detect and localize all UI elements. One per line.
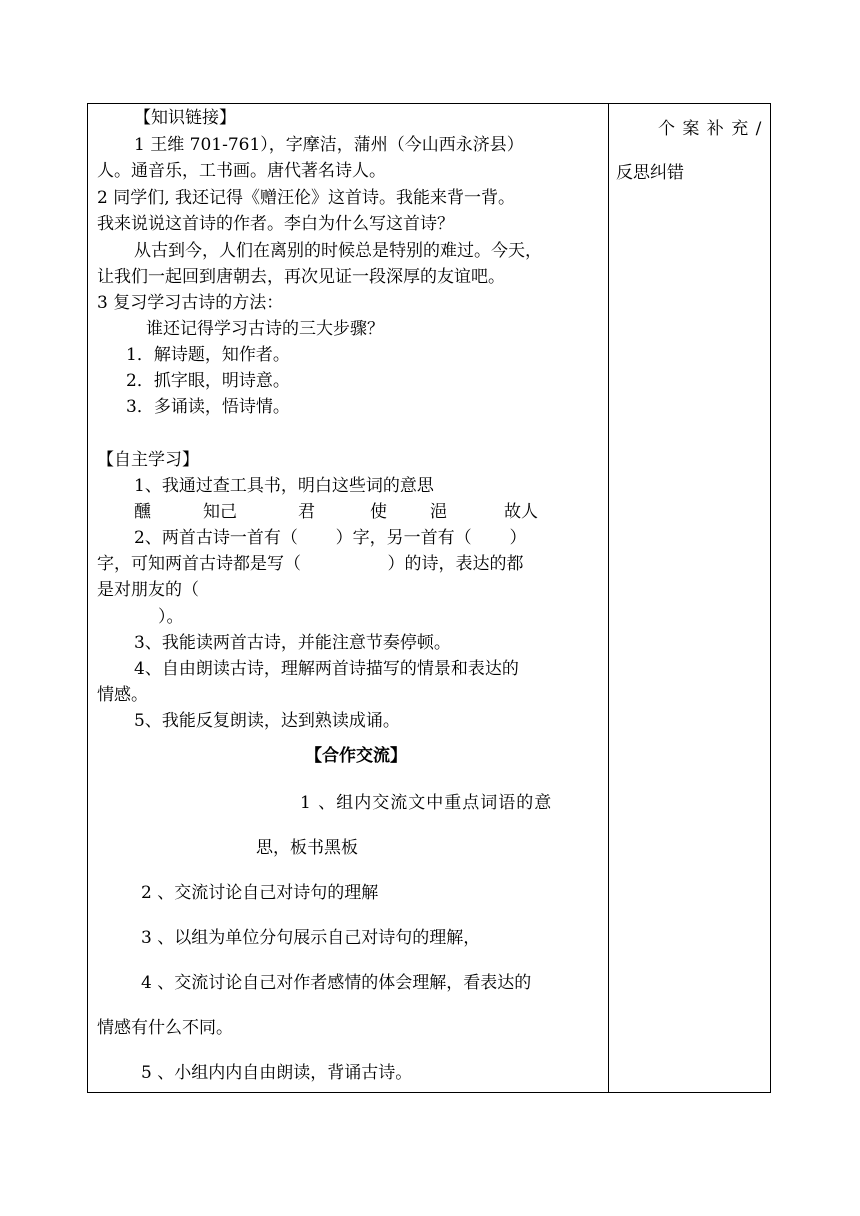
vocab-word: 君 — [298, 502, 315, 522]
vocab-word: 醺 — [134, 502, 151, 522]
side-column-heading: 个 案 补 充 / — [658, 119, 763, 139]
cooperation-item: 5 、小组内内自由朗读，背诵古诗。 — [141, 1063, 413, 1083]
self-study-item: 2、两首古诗一首有（ ）字，另一首有（ ） — [134, 528, 527, 548]
knowledge-line: 谁还记得学习古诗的三大步骤？ — [146, 319, 384, 339]
self-study-item: 1、我通过查工具书，明白这些词的意思 — [134, 476, 434, 496]
vocab-word: 使 — [370, 502, 387, 522]
step-item: 1．解诗题，知作者。 — [126, 345, 290, 365]
self-study-item: 3、我能读两首古诗，并能注意节奏停顿。 — [134, 633, 451, 653]
knowledge-line: 3 复习学习古诗的方法： — [97, 293, 284, 313]
knowledge-line: 从古到今，人们在离别的时候总是特别的难过。今天， — [134, 241, 542, 261]
cooperation-item: 1 、组内交流文中重点词语的意 — [300, 793, 553, 813]
column-divider — [608, 103, 609, 1093]
step-item: 2．抓字眼，明诗意。 — [126, 371, 290, 391]
knowledge-line: 我来说说这首诗的作者。李白为什么写这首诗？ — [97, 214, 454, 234]
cooperation-item: 4 、交流讨论自己对作者感情的体会理解，看表达的 — [141, 973, 532, 993]
cooperation-item: 2 、交流讨论自己对诗句的理解 — [141, 883, 379, 903]
self-study-item: 字，可知两首古诗都是写（ ）的诗，表达的都 — [97, 554, 524, 574]
self-study-item: 情感。 — [97, 685, 148, 705]
self-study-item: ）。 — [158, 607, 184, 627]
vocab-word: 故人 — [504, 502, 538, 522]
self-study-heading: 【自主学习】 — [97, 450, 199, 470]
cooperation-item: 3 、以组为单位分句展示自己对诗句的理解， — [141, 928, 481, 948]
vocab-word: 知己 — [203, 502, 237, 522]
knowledge-line: 人。通音乐，工书画。唐代著名诗人。 — [97, 161, 386, 181]
self-study-item: 5、我能反复朗读，达到熟读成诵。 — [134, 711, 400, 731]
self-study-item: 4、自由朗读古诗，理解两首诗描写的情景和表达的 — [134, 659, 519, 679]
cooperation-item: 情感有什么不同。 — [97, 1018, 233, 1038]
cooperation-item: 思，板书黑板 — [256, 838, 358, 858]
knowledge-heading: 【知识链接】 — [134, 108, 236, 128]
knowledge-line: 2 同学们, 我还记得《赠汪伦》这首诗。我能来背一背。 — [97, 188, 516, 208]
self-study-item: 是对朋友的（ — [97, 580, 199, 600]
side-column-subheading: 反思纠错 — [616, 163, 684, 183]
knowledge-line: 1 王维 701-761），字摩洁，蒲州（今山西永济县） — [134, 135, 524, 155]
vocab-word: 浥 — [430, 502, 447, 522]
knowledge-line: 让我们一起回到唐朝去，再次见证一段深厚的友谊吧。 — [97, 267, 505, 287]
cooperation-heading: 【合作交流】 — [305, 746, 407, 766]
step-item: 3．多诵读，悟诗情。 — [126, 397, 290, 417]
